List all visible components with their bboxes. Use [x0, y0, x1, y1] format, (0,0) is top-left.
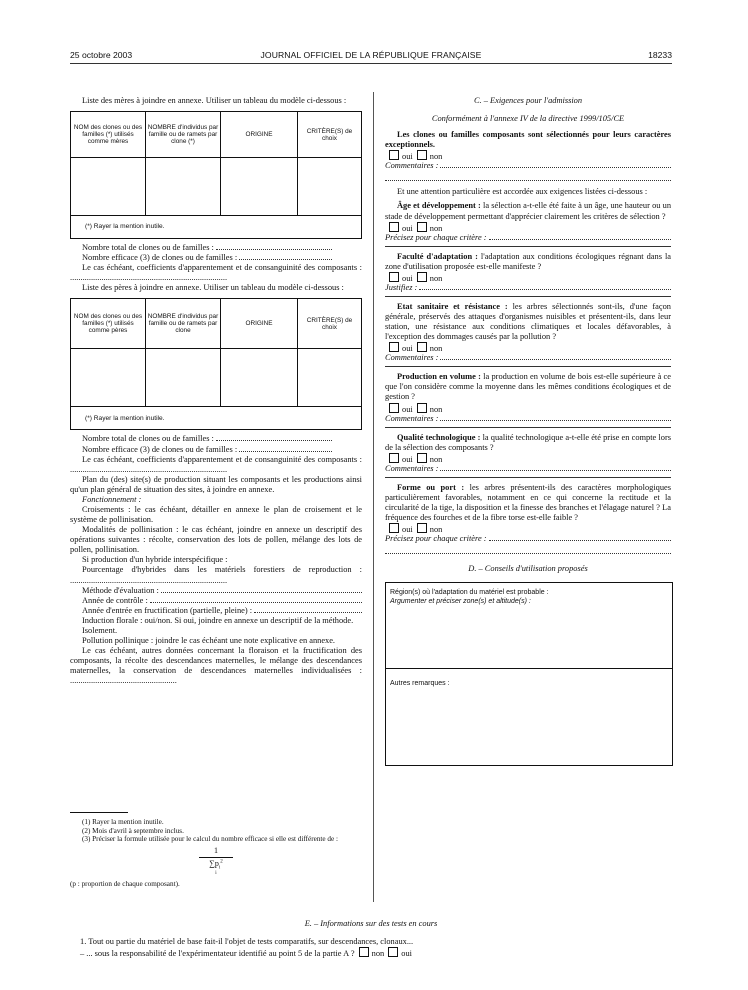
attention-text: Et une attention particulière est accordée aux exigences listées ci-dessous :	[397, 187, 648, 197]
table-meres-header-origine: ORIGINE	[221, 112, 298, 158]
isolement: Isolement.	[82, 625, 118, 635]
table-peres-cell[interactable]	[71, 349, 146, 407]
section-d-title: D. – Conseils d'utilisation proposés	[468, 564, 588, 574]
modalites-pollinisation: Modalités de pollinisation : le cas échéant, joindre en annexe un descriptif des opérations suivantes : récolte, conservation des lots de pollen, mélange des lots de pollen, pollinisation.	[70, 525, 362, 555]
formula: 1 $\sum p_i^2$ i	[70, 846, 362, 877]
q2-options: oui non	[385, 272, 671, 283]
q0-non-checkbox[interactable]	[417, 150, 427, 160]
q3-oui-checkbox[interactable]	[389, 342, 399, 352]
section-e-line-1: 1. Tout ou partie du matériel de base fait-il l'objet de tests comparatifs, sur descendances, clonaux...	[80, 937, 414, 947]
coef-peres: Le cas échéant, coefficients d'apparentement et de consanguinité des composants : ...........................................................................	[70, 454, 362, 474]
table-meres-header-nom: NOM des clones ou des familles (*) utilisés comme mères	[71, 112, 146, 158]
pollution-pollinique: Pollution pollinique : joindre le cas échéant une note explicative en annexe.	[82, 636, 336, 646]
table-meres-cell[interactable]	[146, 158, 221, 216]
table-peres-cell[interactable]	[221, 349, 298, 407]
table-peres-header-nom: NOM des clones ou des familles (*) utilisés comme pères	[71, 299, 146, 349]
q0-text: Les clones ou familles composants sont sélectionnés pour leurs caractères exceptionnels.	[385, 130, 671, 150]
e-non-checkbox[interactable]	[359, 947, 369, 957]
separator	[385, 427, 671, 428]
q5-oui-checkbox[interactable]	[389, 453, 399, 463]
right-column	[385, 96, 671, 766]
q4-oui-checkbox[interactable]	[389, 403, 399, 413]
q3-options: oui non	[385, 342, 671, 353]
q3-commentaires-line[interactable]: Commentaires :	[385, 353, 671, 363]
hybride-heading: Si production d'un hybride interspécifique :	[82, 555, 228, 565]
q5-options: oui non	[385, 453, 671, 464]
q1-options: oui non	[385, 222, 671, 233]
formula-legend: (p : proportion de chaque composant).	[70, 879, 180, 888]
q1-non-checkbox[interactable]	[417, 222, 427, 232]
q6-extra-line[interactable]	[385, 544, 671, 554]
footnote-1: (1) Rayer la mention inutile.	[82, 818, 164, 826]
q0-options: oui non	[385, 150, 671, 161]
q6-oui-checkbox[interactable]	[389, 523, 399, 533]
q1-oui-checkbox[interactable]	[389, 222, 399, 232]
intro-meres: Liste des mères à joindre en annexe. Utiliser un tableau du modèle ci-dessous :	[82, 96, 347, 105]
separator	[385, 246, 671, 247]
page-header	[70, 50, 672, 62]
q4-options: oui non	[385, 403, 671, 414]
q1-text: Âge et développement : la sélection a-t-elle été faite à un âge, une hauteur ou un stade de développement permettant d'apprécier clairement les critères de sélection ?	[385, 201, 672, 221]
table-meres-cell[interactable]	[298, 158, 362, 216]
footnote-2: (2) Mois d'avril à septembre inclus.	[82, 826, 184, 835]
footnote-3: (3) Préciser la formule utilisée pour le calcul du nombre efficace si elle est différente de :	[82, 835, 338, 844]
q2-justifiez-line[interactable]: Justifiez :	[385, 283, 671, 293]
annee-controle-line: Année de contrôle :	[70, 596, 362, 606]
footnote-rule	[70, 812, 128, 813]
conseils-box-divider	[386, 668, 672, 669]
intro-peres: Liste des pères à joindre en annexe. Utiliser un tableau du modèle ci-dessous :	[82, 283, 344, 293]
formula-denominator: $\sum p_i^2$	[209, 858, 223, 871]
table-peres	[70, 298, 362, 430]
table-meres-header-critere: CRITÈRE(S) de choix	[298, 112, 362, 158]
conseils-box	[385, 582, 673, 766]
separator	[385, 366, 671, 367]
region-label: Région(s) où l'adaptation du matériel est probable :	[390, 589, 549, 597]
annee-entree-line: Année d'entrée en fructification (partielle, pleine) :	[70, 606, 362, 616]
header-date: 25 octobre 2003	[70, 50, 133, 60]
q3-non-checkbox[interactable]	[417, 342, 427, 352]
pourcentage-hybrides: Pourcentage d'hybrides dans les matériels forestiers de reproduction : ...........................................................................	[70, 565, 362, 585]
left-column	[70, 96, 362, 686]
q1-preciser-line[interactable]: Précisez pour chaque critère :	[385, 233, 671, 243]
formula-numerator: 1	[214, 845, 218, 855]
coef-meres: Le cas échéant, coefficients d'apparentement et de consanguinité des composants : ...........................................................................	[70, 263, 362, 283]
croisements: Croisements : le cas échéant, détailler en annexe le plan de croisement et le système de pollinisation.	[70, 505, 362, 525]
q4-non-checkbox[interactable]	[417, 403, 427, 413]
q0-extra-line[interactable]	[385, 171, 671, 181]
separator	[385, 477, 671, 478]
table-peres-header-origine: ORIGINE	[221, 299, 298, 349]
fonctionnement-heading: Fonctionnement :	[82, 494, 142, 504]
section-c-subtitle: Conformément à l'annexe IV de la directive 1999/105/CE	[431, 114, 625, 124]
induction-florale: Induction florale : oui/non. Si oui, joindre en annexe un descriptif de la méthode.	[82, 615, 354, 625]
table-meres-note: (*) Rayer la mention inutile.	[71, 216, 362, 239]
e-oui-checkbox[interactable]	[388, 947, 398, 957]
q6-non-checkbox[interactable]	[417, 523, 427, 533]
q2-non-checkbox[interactable]	[417, 272, 427, 282]
autres-remarques-label: Autres remarques :	[390, 680, 450, 688]
q0-commentaires-line[interactable]: Commentaires :	[385, 161, 671, 171]
column-divider	[373, 92, 374, 902]
q2-oui-checkbox[interactable]	[389, 272, 399, 282]
plan-sites: Plan du (des) site(s) de production situant les composants et les productions ainsi qu'un plan général de situation des sites, à joindre en annexe.	[70, 474, 362, 494]
table-meres-header-nombre: NOMBRE d'individus par famille ou de ramets par clone (*)	[146, 112, 221, 158]
q6-preciser-line[interactable]: Précisez pour chaque critère :	[385, 534, 671, 544]
q2-text: Faculté d'adaptation : l'adaptation aux conditions écologiques régnant dans la zone d'utilisation proposée est-elle manifeste ?	[385, 251, 671, 271]
argumenter-label: Argumenter et préciser zone(s) et altitude(s) :	[390, 597, 531, 605]
table-meres-cell[interactable]	[71, 158, 146, 216]
q4-text: Production en volume : la production en volume de bois est-elle supérieure à ce que l'on considère comme la moyenne dans les mêmes conditions écologiques et de gestion ?	[385, 372, 671, 402]
q4-commentaires-line[interactable]: Commentaires :	[385, 414, 671, 424]
header-rule	[70, 63, 672, 64]
separator	[385, 296, 671, 297]
q5-text: Qualité technologique : la qualité technologique a-t-elle été prise en compte lors de la sélection des composants ?	[385, 432, 671, 452]
table-peres-header-critere: CRITÈRE(S) de choix	[298, 299, 362, 349]
q0-oui-checkbox[interactable]	[389, 150, 399, 160]
table-peres-cell[interactable]	[146, 349, 221, 407]
total-peres-line: Nombre total de clones ou de familles :	[70, 434, 362, 444]
table-peres-note: (*) Rayer la mention inutile.	[71, 407, 362, 430]
q5-non-checkbox[interactable]	[417, 453, 427, 463]
section-e-title: E. – Informations sur des tests en cours	[304, 919, 438, 928]
section-c-title: C. – Exigences pour l'admission	[473, 96, 583, 105]
efficace-meres-line: Nombre efficace (3) de clones ou de familles :	[70, 253, 362, 263]
header-title: JOURNAL OFFICIEL DE LA RÉPUBLIQUE FRANÇAISE	[260, 50, 482, 60]
footnotes	[70, 812, 362, 888]
q6-text: Forme ou port : les arbres présentent-ils des caractères morphologiques particulièrement favorables, notamment en ce qui concerne la rectitude et la circularité de la tige, la disposition et la finesse des branches et l'élagage naturel ? La fréquence des fourches et de la fibre torse est-elle faible ?	[385, 482, 671, 523]
total-meres-line: Nombre total de clones ou de familles :	[70, 243, 362, 253]
q6-options: oui non	[385, 523, 671, 534]
section-e-line-2: – ... sous la responsabilité de l'expérimentateur identifié au point 5 de la partie A ? non oui	[80, 949, 412, 959]
q5-commentaires-line[interactable]: Commentaires :	[385, 464, 671, 474]
section-e	[70, 919, 672, 959]
table-meres-cell[interactable]	[221, 158, 298, 216]
efficace-peres-line: Nombre efficace (3) de clones ou de familles :	[70, 445, 362, 455]
methode-line: Méthode d'évaluation :	[70, 586, 362, 596]
table-peres-cell[interactable]	[298, 349, 362, 407]
table-meres	[70, 111, 362, 239]
autres-donnees: Le cas échéant, autres données concernant la floraison et la fructification des composants, la récolte des descendances maternelles, le mélange des descendances maternelles, la conservation de descendances maternelles individualisées : ...................................................	[70, 646, 362, 686]
header-page-number: 18233	[648, 50, 672, 60]
table-peres-header-nombre: NOMBRE d'individus par famille ou de ramets par clone	[146, 299, 221, 349]
q3-text: Etat sanitaire et résistance : les arbres sélectionnés sont-ils, d'une façon générale, préservés des attaques d'organismes nuisibles et présentent-ils, dans leur station, une résistance aux conditions climatiques et locales défavorables, à l'exception des dommages causés par la pollution ?	[385, 301, 671, 342]
